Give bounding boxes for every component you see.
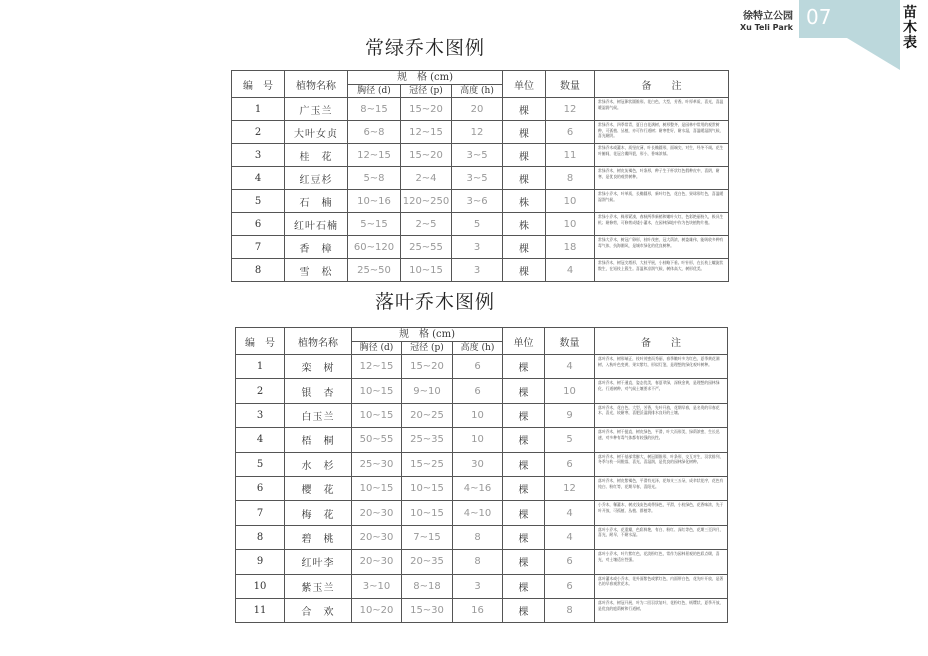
quantity-value: 9 bbox=[545, 403, 595, 427]
crown-value: 8~18 bbox=[402, 574, 453, 598]
table-row bbox=[236, 550, 728, 574]
crown-value: 9~10 bbox=[402, 379, 453, 403]
height-value: 3 bbox=[452, 236, 503, 259]
crown-value: 20~25 bbox=[402, 403, 453, 427]
dbh-value: 3~10 bbox=[352, 574, 402, 598]
note-text: 常绿乔木，树皮灰褐色，叶条形，种子生于杯状红色假种皮中，喜阴，耐寒，是优良的观赏树种。 bbox=[595, 167, 729, 190]
table-row bbox=[232, 121, 729, 144]
unit-value: 株 bbox=[503, 190, 546, 213]
park-branding bbox=[733, 7, 793, 32]
note-text: 小乔木，稀灌木，树皮浅灰色或带绿色，平滑，小枝绿色，花香味浓，先于叶开放，可孤植、丛植、群植等。 bbox=[595, 501, 728, 525]
evergreen-title: 常绿乔木图例 bbox=[364, 37, 485, 59]
dbh-value: 20~30 bbox=[352, 501, 402, 525]
dbh-value: 20~30 bbox=[352, 525, 402, 549]
dbh-value: 10~15 bbox=[352, 379, 402, 403]
height-value: 3 bbox=[452, 259, 503, 282]
table-row bbox=[236, 598, 728, 622]
note-text: 落叶小乔木，叶片紫红色，花淡粉红色，常作为园林景观的色彩点缀，喜光，对土壤适应性强。 bbox=[595, 550, 728, 574]
plant-name: 桂 花 bbox=[285, 144, 348, 167]
crown-value: 25~35 bbox=[402, 428, 453, 452]
height-value: 3 bbox=[453, 574, 503, 598]
dbh-value: 50~55 bbox=[352, 428, 402, 452]
plant-name: 香 樟 bbox=[285, 236, 348, 259]
table-row bbox=[236, 525, 728, 549]
quantity-value: 8 bbox=[545, 598, 595, 622]
row-number: 5 bbox=[236, 452, 285, 476]
height-value: 5 bbox=[452, 213, 503, 236]
quantity-value: 4 bbox=[545, 525, 595, 549]
col-header-qty: 数量 bbox=[545, 328, 595, 355]
col-header-unit: 单位 bbox=[503, 71, 546, 98]
dbh-value: 10~15 bbox=[352, 403, 402, 427]
plant-name: 紫玉兰 bbox=[285, 574, 352, 598]
crown-value: 20~35 bbox=[402, 550, 453, 574]
crown-value: 7~15 bbox=[402, 525, 453, 549]
plant-name: 梧 桐 bbox=[285, 428, 352, 452]
crown-value: 12~15 bbox=[401, 121, 452, 144]
unit-value: 棵 bbox=[503, 355, 545, 379]
plant-name: 栾 树 bbox=[285, 355, 352, 379]
plant-name: 大叶女贞 bbox=[285, 121, 348, 144]
row-number: 3 bbox=[236, 403, 285, 427]
crown-value: 10~15 bbox=[402, 501, 453, 525]
note-text: 落叶乔木，树皮紫褐色，平滑有光泽，花每支三五朵，成伞状花序，花色有纯白、粉红等，花期早春，喜阳光。 bbox=[595, 476, 728, 500]
dbh-value: 5~8 bbox=[348, 167, 401, 190]
quantity-value: 18 bbox=[546, 236, 595, 259]
dbh-value: 25~50 bbox=[348, 259, 401, 282]
quantity-value: 6 bbox=[546, 121, 595, 144]
unit-value: 棵 bbox=[503, 144, 546, 167]
col-header-name: 植物名称 bbox=[285, 71, 348, 98]
row-number: 3 bbox=[232, 144, 285, 167]
table-row bbox=[236, 428, 728, 452]
note-text: 常绿乔木，树冠卵状圆锥形。花白色，大型，芳香。叶厚革质，喜光，喜温暖湿润气候。 bbox=[595, 98, 729, 121]
row-number: 6 bbox=[236, 476, 285, 500]
col-header-notes: 备 注 bbox=[595, 328, 728, 355]
plant-name: 银 杏 bbox=[285, 379, 352, 403]
dbh-value: 12~15 bbox=[348, 144, 401, 167]
quantity-value: 4 bbox=[546, 259, 595, 282]
unit-value: 棵 bbox=[503, 598, 545, 622]
height-value: 8 bbox=[453, 550, 503, 574]
unit-value: 棵 bbox=[503, 98, 546, 121]
height-value: 12 bbox=[452, 121, 503, 144]
quantity-value: 10 bbox=[545, 379, 595, 403]
height-value: 8 bbox=[453, 525, 503, 549]
note-text: 落叶乔木，花白色，大型，芳香，先叶开放，花期早春，是名贵的早春花木，喜光，较耐寒，喜肥沃湿润排水良好的土壤。 bbox=[595, 403, 728, 427]
note-text: 落叶乔木，树干基部常膨大，树冠圆锥形，叶条形，交互对生，羽状排列，冬季与枝一同脱落，喜光，喜湿润，是优良的园林绿化树种。 bbox=[595, 452, 728, 476]
crown-value: 10~15 bbox=[402, 476, 453, 500]
col-header-height: 高度 (h) bbox=[452, 85, 503, 98]
height-value: 10 bbox=[453, 428, 503, 452]
crown-value: 10~15 bbox=[401, 259, 452, 282]
unit-value: 棵 bbox=[503, 379, 545, 403]
plant-name: 合 欢 bbox=[285, 598, 352, 622]
col-header-name: 植物名称 bbox=[285, 328, 352, 355]
height-value: 3~6 bbox=[452, 190, 503, 213]
unit-value: 棵 bbox=[503, 476, 545, 500]
col-header-height: 高度 (h) bbox=[453, 342, 503, 355]
table-row bbox=[232, 259, 729, 282]
row-number: 2 bbox=[232, 121, 285, 144]
row-number: 8 bbox=[232, 259, 285, 282]
plant-name: 雪 松 bbox=[285, 259, 348, 282]
dbh-value: 5~15 bbox=[348, 213, 401, 236]
dbh-value: 10~15 bbox=[352, 476, 402, 500]
table-row bbox=[236, 452, 728, 476]
table-row bbox=[236, 379, 728, 403]
deciduous-table bbox=[235, 327, 728, 623]
table-row bbox=[232, 236, 729, 259]
note-text: 常绿乔木或灌木，质坚皮薄，叶长椭圆形，面端尖，对生，经冬不凋。花生叶腑间，花冠合瓣四裂，形小，香味浓郁。 bbox=[595, 144, 729, 167]
col-header-crown: 冠径 (p) bbox=[402, 342, 453, 355]
dbh-value: 10~16 bbox=[348, 190, 401, 213]
note-text: 落叶乔木，树冠开展，叶为二回羽状复叶，花粉红色，绒缨状，夏季开放，是优良的庭荫树和行道树。 bbox=[595, 598, 728, 622]
quantity-value: 12 bbox=[546, 98, 595, 121]
row-number: 1 bbox=[236, 355, 285, 379]
col-header-qty: 数量 bbox=[546, 71, 595, 98]
height-value: 6 bbox=[453, 355, 503, 379]
row-number: 8 bbox=[236, 525, 285, 549]
col-header-spec: 规 格 (cm) bbox=[352, 328, 503, 342]
plant-name: 白玉兰 bbox=[285, 403, 352, 427]
row-number: 7 bbox=[236, 501, 285, 525]
row-number: 11 bbox=[236, 598, 285, 622]
col-header-crown: 冠径 (p) bbox=[401, 85, 452, 98]
unit-value: 株 bbox=[503, 213, 546, 236]
unit-value: 棵 bbox=[503, 525, 545, 549]
table-row bbox=[232, 144, 729, 167]
table-row bbox=[236, 403, 728, 427]
unit-value: 棵 bbox=[503, 403, 545, 427]
unit-value: 棵 bbox=[503, 428, 545, 452]
crown-value: 15~30 bbox=[402, 598, 453, 622]
row-number: 5 bbox=[232, 190, 285, 213]
plant-name: 水 杉 bbox=[285, 452, 352, 476]
col-header-dbh: 胸径 (d) bbox=[348, 85, 401, 98]
row-number: 6 bbox=[232, 213, 285, 236]
col-header-notes: 备 注 bbox=[595, 71, 729, 98]
quantity-value: 6 bbox=[545, 574, 595, 598]
row-number: 7 bbox=[232, 236, 285, 259]
plant-name: 红叶李 bbox=[285, 550, 352, 574]
row-number: 2 bbox=[236, 379, 285, 403]
quantity-value: 5 bbox=[545, 428, 595, 452]
dbh-value: 12~15 bbox=[352, 355, 402, 379]
section-side-title: 苗木表 bbox=[903, 5, 917, 51]
dbh-value: 25~30 bbox=[352, 452, 402, 476]
unit-value: 棵 bbox=[503, 259, 546, 282]
col-header-no: 编 号 bbox=[232, 71, 285, 98]
height-value: 6 bbox=[453, 379, 503, 403]
unit-value: 棵 bbox=[503, 121, 546, 144]
note-text: 落叶小乔木，花重瓣，色彩鲜艳，有白、粉红、深红等色，花期三至四月，喜光，耐旱，不耐水湿。 bbox=[595, 525, 728, 549]
table-row bbox=[236, 355, 728, 379]
note-text: 常绿乔木，树冠尖塔形，大枝平展，小枝略下垂。叶针形，在长枝上螺旋状散生，在短枝上簇生。喜温和凉润气候，树体高大，树形优美。 bbox=[595, 259, 729, 282]
plant-name: 红豆杉 bbox=[285, 167, 348, 190]
note-text: 落叶乔木，树形端正，枝叶茂密而秀丽，春季嫩叶多为红色，夏季黄花满树，入秋叶色变黄，果实紫红，形似灯笼，是理想的绿化观叶树种。 bbox=[595, 355, 728, 379]
dbh-value: 10~20 bbox=[352, 598, 402, 622]
table-row bbox=[232, 167, 729, 190]
table-row bbox=[232, 213, 729, 236]
crown-value: 15~20 bbox=[402, 355, 453, 379]
unit-value: 棵 bbox=[503, 236, 546, 259]
crown-value: 15~25 bbox=[402, 452, 453, 476]
dbh-value: 20~30 bbox=[352, 550, 402, 574]
height-value: 4~10 bbox=[453, 501, 503, 525]
dbh-value: 60~120 bbox=[348, 236, 401, 259]
unit-value: 棵 bbox=[503, 167, 546, 190]
unit-value: 棵 bbox=[503, 501, 545, 525]
note-text: 落叶乔木，树干通直，姿态优美，春夏翠绿，深秋金黄，是理想的园林绿化、行道树种，对气候土壤要求不严。 bbox=[595, 379, 728, 403]
crown-value: 120~250 bbox=[401, 190, 452, 213]
height-value: 4~16 bbox=[453, 476, 503, 500]
col-header-no: 编 号 bbox=[236, 328, 285, 355]
col-header-unit: 单位 bbox=[503, 328, 545, 355]
quantity-value: 11 bbox=[546, 144, 595, 167]
row-number: 10 bbox=[236, 574, 285, 598]
note-text: 常绿乔木，四季常青，夏日白花满树，树形整齐，是园林中常用的观赏树种，可孤植、丛植，亦可作行道树；耐寒性好，耐水湿，喜温暖湿润气候，喜光耐阴。 bbox=[595, 121, 729, 144]
plant-name: 梅 花 bbox=[285, 501, 352, 525]
deciduous-title: 落叶乔木图例 bbox=[374, 291, 495, 313]
park-name-en: Xu Teli Park bbox=[739, 23, 793, 32]
unit-value: 棵 bbox=[503, 574, 545, 598]
crown-value: 15~20 bbox=[401, 98, 452, 121]
height-value: 3~5 bbox=[452, 167, 503, 190]
row-number: 9 bbox=[236, 550, 285, 574]
table-row bbox=[232, 98, 729, 121]
crown-value: 2~5 bbox=[401, 213, 452, 236]
unit-value: 棵 bbox=[503, 452, 545, 476]
note-text: 常绿小乔木，株形紧凑，春秋两季新梢和嫩叶火红，色彩艳丽持久，极具生机；耐修剪，可修剪成矮小灌木，在园林绿地中作为色块植物片植。 bbox=[595, 213, 729, 236]
note-text: 常绿小乔木，叶革质，长椭圆形，新叶红色，花白色，果球形红色，喜温暖湿润气候。 bbox=[595, 190, 729, 213]
quantity-value: 10 bbox=[546, 190, 595, 213]
crown-value: 25~55 bbox=[401, 236, 452, 259]
height-value: 10 bbox=[453, 403, 503, 427]
unit-value: 棵 bbox=[503, 550, 545, 574]
col-header-dbh: 胸径 (d) bbox=[352, 342, 402, 355]
height-value: 16 bbox=[453, 598, 503, 622]
page-number: 07 bbox=[806, 5, 832, 29]
table-row bbox=[236, 574, 728, 598]
crown-value: 15~20 bbox=[401, 144, 452, 167]
note-text: 落叶灌木或小乔木，花外面紫色或紫红色，内面带白色，花先叶开放，是著名的早春观赏花木。 bbox=[595, 574, 728, 598]
quantity-value: 4 bbox=[545, 355, 595, 379]
table-row bbox=[232, 190, 729, 213]
plant-name: 樱 花 bbox=[285, 476, 352, 500]
park-name-cn: 徐特立公园 bbox=[743, 11, 793, 22]
table-row bbox=[236, 501, 728, 525]
quantity-value: 6 bbox=[545, 452, 595, 476]
dbh-value: 8~15 bbox=[348, 98, 401, 121]
dbh-value: 6~8 bbox=[348, 121, 401, 144]
plant-name: 石 楠 bbox=[285, 190, 348, 213]
height-value: 30 bbox=[453, 452, 503, 476]
quantity-value: 4 bbox=[545, 501, 595, 525]
quantity-value: 6 bbox=[545, 550, 595, 574]
plant-name: 广玉兰 bbox=[285, 98, 348, 121]
row-number: 4 bbox=[236, 428, 285, 452]
height-value: 3~5 bbox=[452, 144, 503, 167]
plant-name: 碧 桃 bbox=[285, 525, 352, 549]
note-text: 常绿大乔木，树冠广卵形，枝叶茂密，冠大荫浓，树姿雄伟，能吸收多种有毒气体，抗海潮风，是城市绿化的优良树种。 bbox=[595, 236, 729, 259]
evergreen-table bbox=[231, 70, 729, 282]
plant-name: 红叶石楠 bbox=[285, 213, 348, 236]
col-header-spec: 规 格 (cm) bbox=[348, 71, 503, 85]
row-number: 1 bbox=[232, 98, 285, 121]
note-text: 落叶乔木，树干挺直，树皮绿色，平滑，叶大而形美，绿荫浓密，生长迅速，对多种有毒气体都有较强的抗性。 bbox=[595, 428, 728, 452]
quantity-value: 12 bbox=[545, 476, 595, 500]
table-row bbox=[236, 476, 728, 500]
row-number: 4 bbox=[232, 167, 285, 190]
height-value: 20 bbox=[452, 98, 503, 121]
quantity-value: 8 bbox=[546, 167, 595, 190]
quantity-value: 10 bbox=[546, 213, 595, 236]
crown-value: 2~4 bbox=[401, 167, 452, 190]
